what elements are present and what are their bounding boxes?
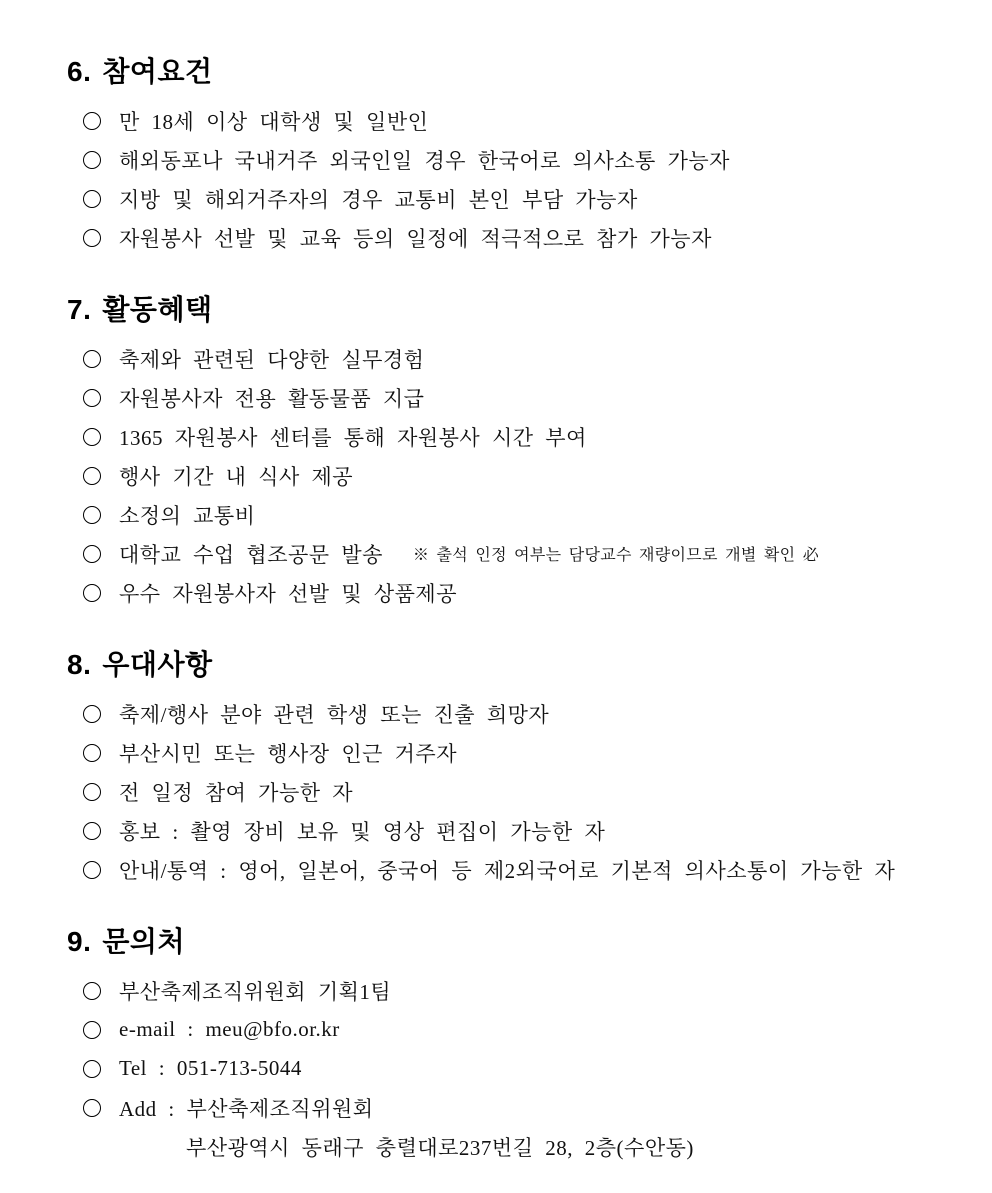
list-item-text: 해외동포나 국내거주 외국인일 경우 한국어로 의사소통 가능자 [119, 148, 730, 173]
circle-bullet-icon [83, 584, 101, 602]
list-item-text: 1365 자원봉사 센터를 통해 자원봉사 시간 부여 [119, 425, 587, 450]
list-item-text: 소정의 교통비 [119, 503, 256, 528]
list-item [83, 573, 968, 612]
list-item [83, 101, 968, 140]
list-item-text: Add : 부산축제조직위원회 [119, 1096, 374, 1121]
list-item-text: 부산시민 또는 행사장 인근 거주자 [119, 741, 458, 766]
section-title: 우대사항 [102, 649, 213, 680]
list-item-text: 축제와 관련된 다양한 실무경험 [119, 347, 425, 372]
list-item [83, 339, 968, 378]
list-item-text: 대학교 수업 협조공문 발송 [119, 542, 383, 567]
section-heading [67, 927, 968, 957]
list-item [83, 733, 968, 772]
section-number: 6. [67, 56, 92, 87]
list-item-address [83, 1088, 968, 1127]
circle-bullet-icon [83, 506, 101, 524]
circle-bullet-icon [83, 1099, 101, 1117]
section-number: 7. [67, 294, 92, 325]
section-heading [67, 650, 968, 680]
circle-bullet-icon [83, 1021, 101, 1039]
circle-bullet-icon [83, 1060, 101, 1078]
circle-bullet-icon [83, 545, 101, 563]
list-item-note: ※ 출석 인정 여부는 담당교수 재량이므로 개별 확인 必 [412, 547, 820, 564]
list-item-text: 만 18세 이상 대학생 및 일반인 [119, 109, 429, 134]
section-title: 문의처 [102, 926, 186, 957]
list-item-text: 자원봉사 선발 및 교육 등의 일정에 적극적으로 참가 가능자 [119, 226, 712, 251]
section-title: 참여요건 [102, 56, 213, 87]
list-item-text: 전 일정 참여 가능한 자 [119, 780, 354, 805]
circle-bullet-icon [83, 705, 101, 723]
list-item-telephone [83, 1049, 968, 1088]
document-page [67, 57, 968, 1166]
list-item-text: e-mail : meu@bfo.or.kr [119, 1017, 340, 1041]
list-item-email [83, 1010, 968, 1049]
circle-bullet-icon [83, 822, 101, 840]
bullet-list [83, 101, 968, 257]
list-item-text: 안내/통역 : 영어, 일본어, 중국어 등 제2외국어로 기본적 의사소통이 가능한 자 [119, 858, 896, 883]
list-item [83, 456, 968, 495]
list-item-text: 행사 기간 내 식사 제공 [119, 464, 354, 489]
section-preferred-qualifications [67, 650, 968, 889]
list-item [83, 811, 968, 850]
circle-bullet-icon [83, 229, 101, 247]
list-item [83, 140, 968, 179]
list-item [83, 772, 968, 811]
circle-bullet-icon [83, 428, 101, 446]
section-activity-benefits [67, 295, 968, 612]
list-item-text: 지방 및 해외거주자의 경우 교통비 본인 부담 가능자 [119, 187, 638, 212]
list-item [83, 495, 968, 534]
circle-bullet-icon [83, 350, 101, 368]
list-item-text: 자원봉사자 전용 활동물품 지급 [119, 386, 425, 411]
list-item-text: 우수 자원봉사자 선발 및 상품제공 [119, 581, 458, 606]
list-item [83, 850, 968, 889]
section-participation-requirements [67, 57, 968, 257]
section-number: 9. [67, 926, 92, 957]
list-item [83, 534, 968, 573]
bullet-list [83, 694, 968, 889]
list-item [83, 179, 968, 218]
circle-bullet-icon [83, 744, 101, 762]
circle-bullet-icon [83, 467, 101, 485]
circle-bullet-icon [83, 783, 101, 801]
list-item-text: 홍보 : 촬영 장비 보유 및 영상 편집이 가능한 자 [119, 819, 606, 844]
address-continuation-line: 부산광역시 동래구 충렬대로237번길 28, 2층(수안동) [186, 1135, 694, 1160]
list-item-text: 축제/행사 분야 관련 학생 또는 진출 희망자 [119, 702, 550, 727]
circle-bullet-icon [83, 151, 101, 169]
list-item [83, 417, 968, 456]
section-heading [67, 57, 968, 87]
bullet-list [83, 339, 968, 612]
list-item [83, 378, 968, 417]
list-item [83, 694, 968, 733]
list-item-team [83, 971, 968, 1010]
section-number: 8. [67, 649, 92, 680]
circle-bullet-icon [83, 982, 101, 1000]
circle-bullet-icon [83, 389, 101, 407]
list-item [83, 218, 968, 257]
circle-bullet-icon [83, 112, 101, 130]
circle-bullet-icon [83, 190, 101, 208]
circle-bullet-icon [83, 861, 101, 879]
bullet-list [83, 971, 968, 1166]
list-item-text: 부산축제조직위원회 기획1팀 [119, 979, 392, 1004]
list-item-text: Tel : 051-713-5044 [119, 1056, 302, 1080]
section-title: 활동혜택 [102, 294, 213, 325]
section-contact-info [67, 927, 968, 1166]
section-heading [67, 295, 968, 325]
